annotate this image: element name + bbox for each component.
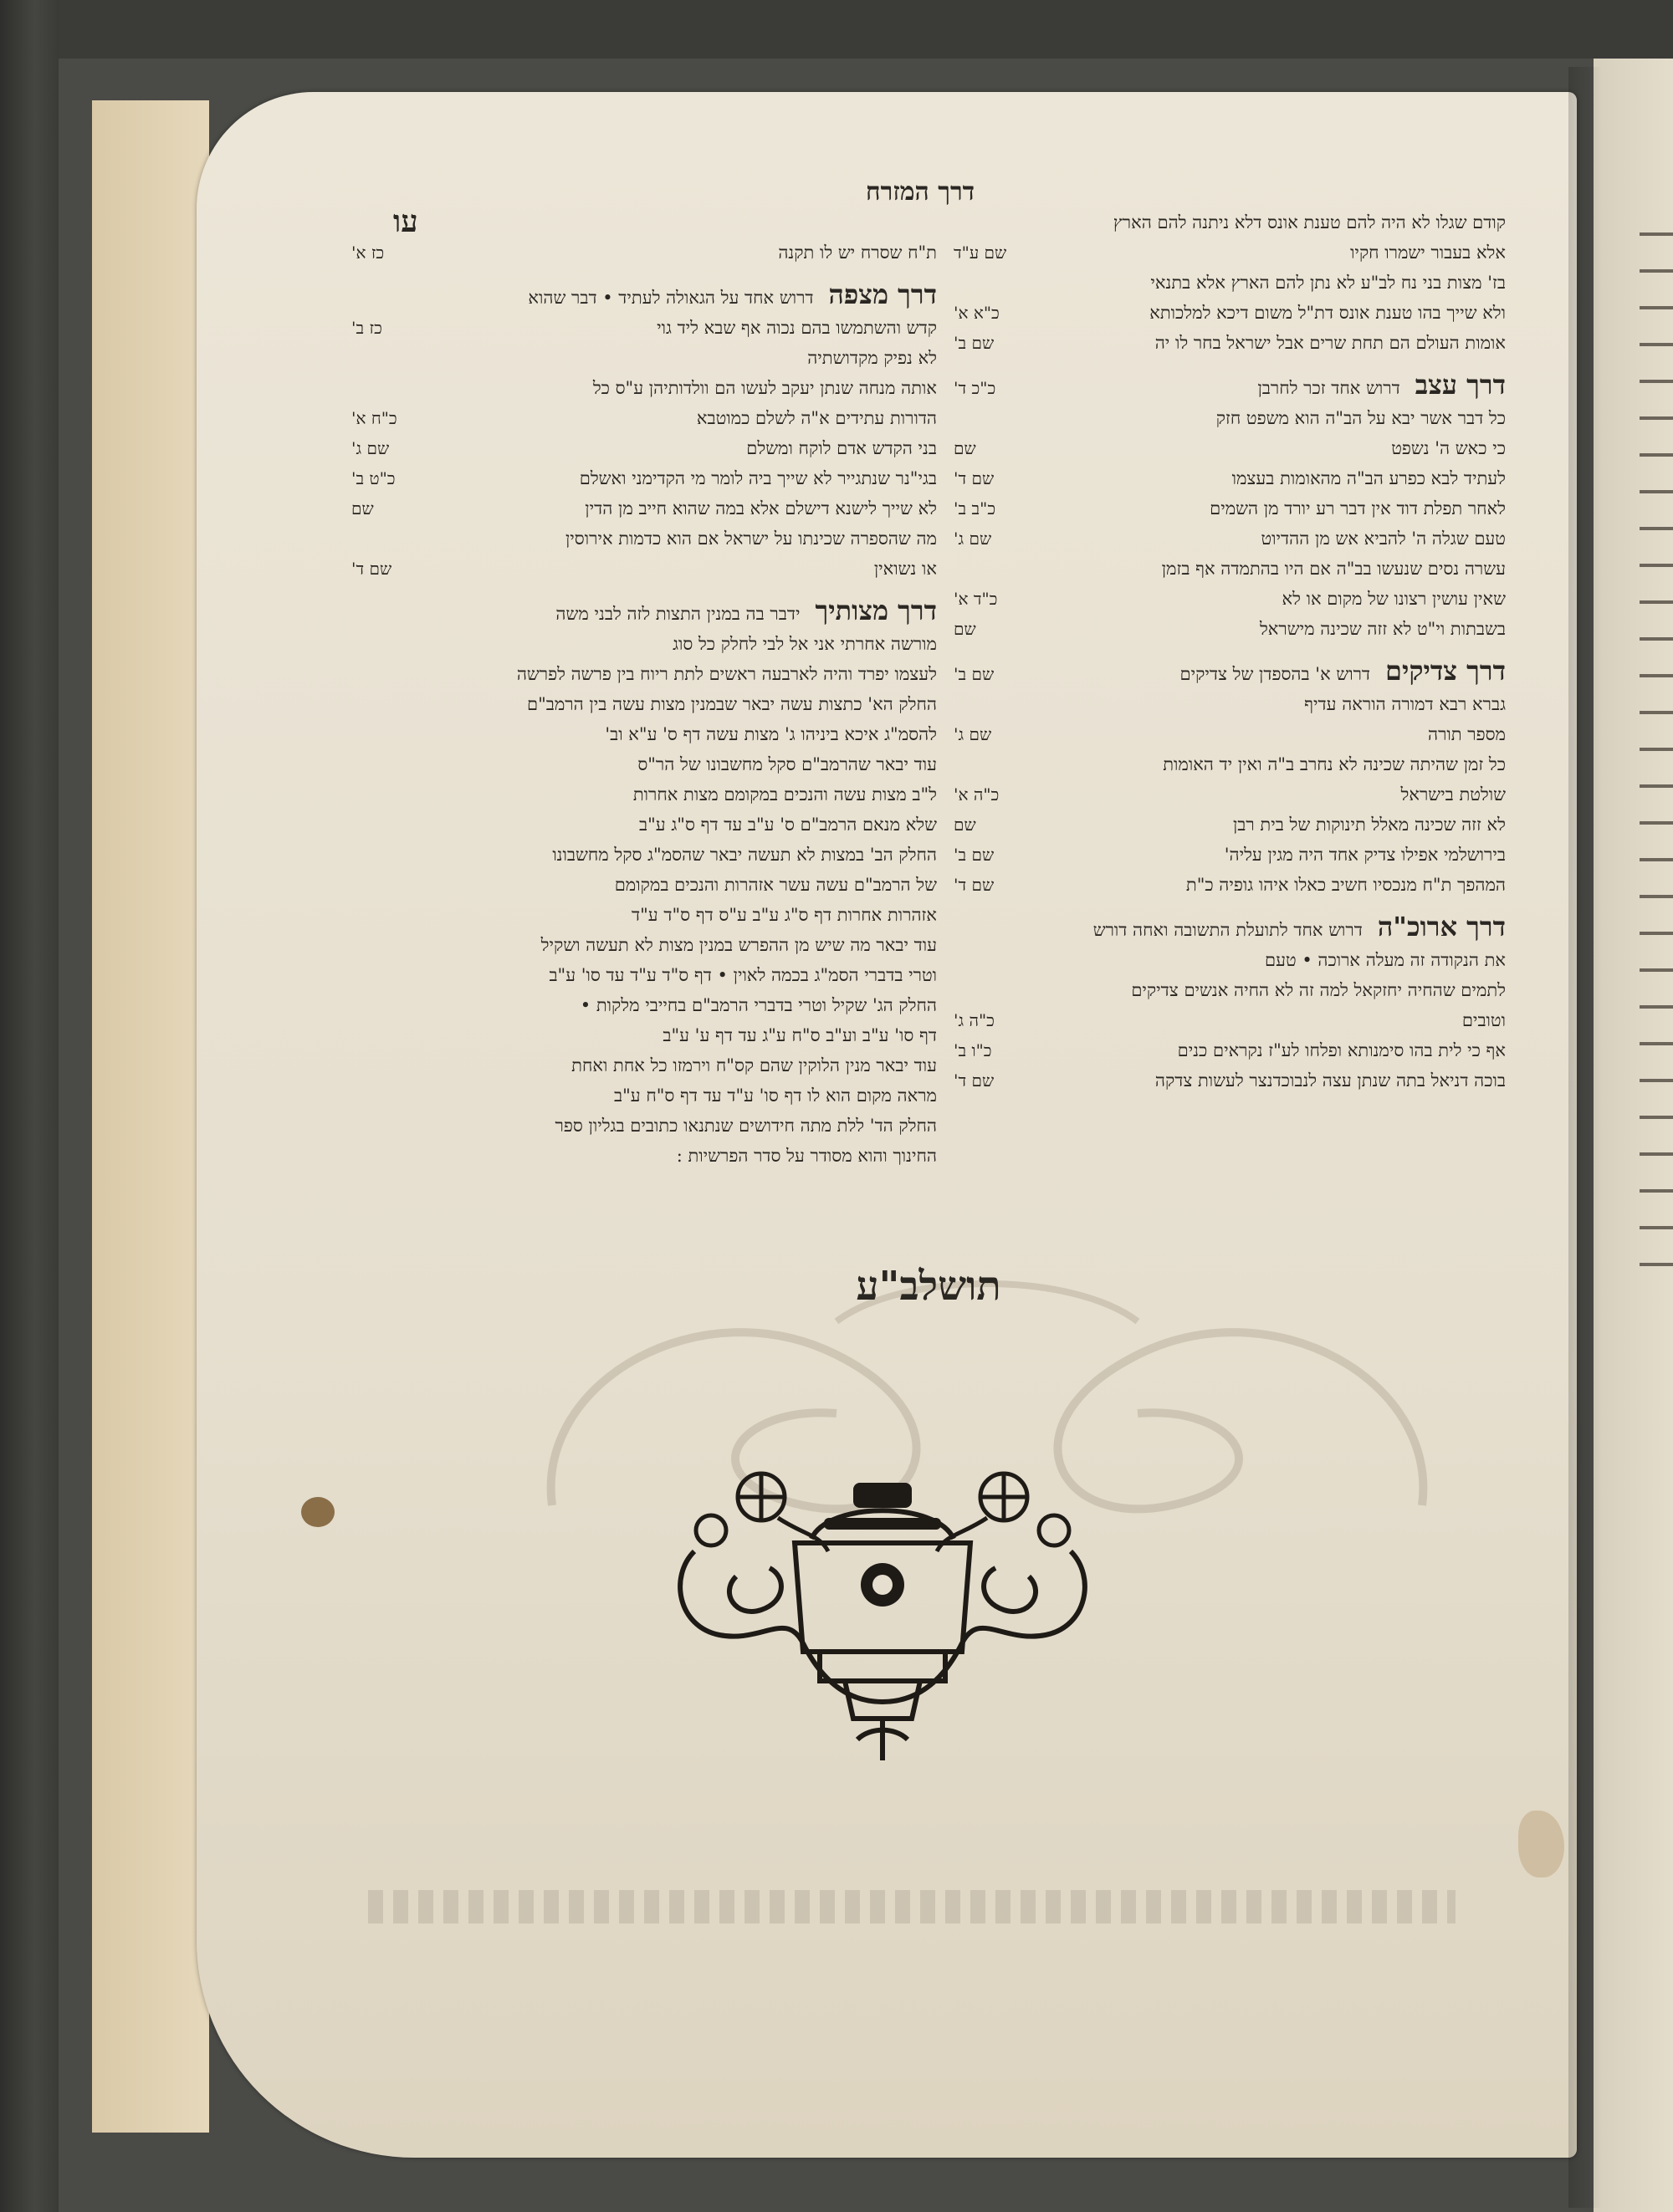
show-through-text [368,1890,1456,1923]
text-line [954,298,1506,328]
text-line [954,328,1506,358]
text-line [954,614,1506,644]
line-text: לתמים שהחיה יחזקאל למה זה לא החיה אנשים צדיקים [1131,980,1506,1000]
text-line [954,524,1506,554]
text-line [351,870,937,900]
page-reference: כ"ד א' [954,589,998,609]
text-line [954,840,1506,870]
page-reference: שם [954,438,976,458]
page-reference: כז א' [351,243,385,263]
section-title: דרך מצותיך [815,595,937,626]
text-line [351,659,937,689]
line-text: כי כאש ה' נשפט [1391,438,1506,458]
section-title: דרך עצב [1415,369,1506,401]
text-line [351,990,937,1020]
text-line [351,1080,937,1111]
page-reference: כ"א א' [954,303,1000,323]
line-text: בז' מצות בני נח לב"ע לא נתן להם הארץ אלא בתנאי [1150,273,1506,293]
text-line [351,554,937,584]
text-line [954,1065,1506,1096]
page-reference: כ"ו ב' [954,1040,992,1060]
text-line [954,433,1506,463]
text-line [954,779,1506,810]
page-reference: שם ד' [954,1070,995,1091]
page-reference: כ"כ ד' [954,378,996,398]
left-column [351,238,937,1171]
section-title: דרך מצפה [828,278,937,310]
section-subtitle: דרוש א' בהספדן של צדיקים [1179,664,1370,684]
page-reference: שם ד' [351,559,392,579]
text-line [351,810,937,840]
line-text: קודם שגלו לא היה להם טענת אונס דלא ניתנה להם הארץ [1113,212,1506,232]
text-line [954,870,1506,900]
line-text: קדש והשתמשו בהם נכוה אף שבא ליד גוי [657,318,937,338]
text-line [351,1050,937,1080]
page-reference: שם ד' [954,468,995,488]
gutter-shadow [1568,67,1602,2208]
line-text: אלא בעבור ישמרו חקיו [1350,243,1506,263]
page-reference: שם ב' [954,333,995,353]
page-reference: שם [351,498,374,519]
line-text: החלק הא' כתצות עשה יבאר שבמנין מצות עשה בין הרמב"ם [526,694,937,714]
page-reference: שם [954,619,976,639]
line-text: של הרמב"ם עשה עשר אזהרות והנכים במקומם [614,875,937,895]
section-title: דרך צדיקים [1385,655,1506,687]
line-text: בירושלמי אפילו צדיק אחד היה מגין עליה' [1224,845,1506,865]
line-text: דף סו' ע"ב וע"ב ס"ח ע"ג עד דף ע' ע"ב [663,1025,937,1045]
ink-stain [301,1497,335,1527]
text-line [351,238,937,268]
text-line [954,749,1506,779]
line-text: עוד יבאר מה שיש מן ההפרש במנין מצות לא תעשה ושקיל [540,935,937,955]
line-text: החינוך והוא מסודר על סדר הפרשיות : [676,1146,937,1166]
right-column [954,207,1506,1096]
text-line [351,463,937,493]
page-reference: שם ב' [954,845,995,865]
line-text: או נשואין [873,559,937,579]
line-text: שלא מנאם הרמב"ם ס' ע"ב עד דף ס"ג ע"ב [639,815,937,835]
facing-page-edge [1594,59,1673,2212]
text-line [954,689,1506,719]
text-line [954,584,1506,614]
text-line [351,343,937,373]
text-line [351,1141,937,1171]
line-text: לאחר תפלת דוד אין דבר רע יורד מן השמים [1210,498,1506,519]
text-line [351,403,937,433]
text-line [351,524,937,554]
line-text: המהפך ת"ח מנכסיו חשיב כאלו איהו גופיה כ"ת [1185,875,1506,895]
running-head: דרך המזרח [865,177,975,207]
folio-number: עו [393,204,418,239]
text-line [351,629,937,659]
text-line [954,207,1506,238]
section-subtitle: דרוש אחד לתועלת התשובה ואחה דורש [1092,920,1363,940]
line-text: ל"ב מצות עשה והנכים במקומם מצות אחרות [632,784,937,805]
text-line [351,719,937,749]
text-line [351,373,937,403]
text-line [351,960,937,990]
text-line [954,493,1506,524]
line-text: הדורות עתידים א"ה לשלם כמוטבא [696,408,937,428]
page-reference: כ"ה ג' [954,1010,995,1030]
page-reference: שם ע"ד [954,243,1007,263]
text-line [954,719,1506,749]
text-line [351,930,937,960]
section-heading [954,656,1506,689]
line-text: עוד יבאר מנין הלוקין שהם קס"ח וירמזו כל אחת ואחת [571,1055,937,1075]
line-text: וטרי בדברי הסמ"ג בכמה לאוין • דף ס"ד ע"ד עד סו' ע"ב [549,965,937,985]
page-reference: שם ג' [351,438,390,458]
line-text: מראה מקום הוא לו דף סו' ע"ד עד דף ס"ח ע"ב [614,1086,937,1106]
text-line [954,1005,1506,1035]
line-text: כל דבר אשר יבא על הב"ה הוא משפט חזק [1215,408,1506,428]
text-line [351,689,937,719]
page-reference: כ"ב ב' [954,498,996,519]
section-heading [351,279,937,313]
section-heading [351,595,937,629]
line-text: בגי"נר שנתגייר לא שייך ביה לומר מי הקדימני ואשלם [579,468,937,488]
line-text: שולטת בישראל [1400,784,1506,805]
page-reference: כ"ה א' [954,784,1000,805]
text-line [351,1111,937,1141]
text-line [954,554,1506,584]
page-reference: כ"ח א' [351,408,397,428]
line-text: אומות העולם הם תחת שרים אבל ישראל בחר לו יה [1154,333,1506,353]
text-line [954,463,1506,493]
facing-page-text-edge [1640,209,1673,1296]
section-subtitle: דרוש אחד זכר לחרבן [1257,378,1400,398]
line-text: לעצמו יפרד והיה לארבעה ראשים לתת ריוח בין פרשה לפרשה [516,664,937,684]
line-text: החלק הד' ללת מתה חידושים שנתנאו כתובים בגליון ספר [555,1116,937,1136]
line-text: וטובים [1461,1010,1506,1030]
line-text: לא זזה שכינה מאלל תינוקות של בית רבן [1232,815,1506,835]
line-text: החלק הב' במצות לא תעשה יבאר שהסמ"ג סקל מחשבונו [552,845,937,865]
section-heading [954,370,1506,403]
line-text: בוכה דניאל בתה שנתן עצה לנבוכדנצר לעשות צדקה [1154,1070,1506,1091]
line-text: אזהרות אחרות דף ס"ג ע"ב ע"ס דף ס"ד ע"ד [632,905,937,925]
page-reference: כז ב' [351,318,382,338]
text-line [351,840,937,870]
line-text: לעתיד לבא כפרע הב"ה מהאומות בעצמו [1231,468,1506,488]
colophon: תושלב"ע [856,1263,1001,1310]
line-text: החלק הג' שקיל וטרי בדברי הרמב"ם בחייבי מלקות • [580,995,937,1015]
text-line [954,403,1506,433]
page-reference: שם [954,815,976,835]
line-text: עוד יבאר שהרמב"ם סקל מחשבונו של הר"ס [637,754,937,774]
line-text: מה שהספרה שכינתו על ישראל אם הוא כדמות אירוסין [565,529,937,549]
page-reference: שם ד' [954,875,995,895]
text-line [351,749,937,779]
line-text: אף כי לית בהו סימנותא ופלחו לע"ז נקראים כנים [1177,1040,1506,1060]
page-reference: שם ג' [954,529,992,549]
line-text: כל זמן שהיתה שכינה לא נחרב ב"ה ואין יד האומות [1163,754,1506,774]
section-title: דרך ארוכ"ה [1377,911,1506,943]
section-heading [954,912,1506,945]
text-line [954,1035,1506,1065]
book-spine [0,0,59,2212]
text-line [954,268,1506,298]
printer-ornament-icon [661,1451,1104,1769]
text-line [351,1020,937,1050]
line-text: בני הקדש אדם לוקח ומשלם [746,438,937,458]
line-text: מורשה אחרתי אני אל לבי לחלק כל סוג [673,634,937,654]
line-text: אותה מנחה שנתן יעקב לעשו הם וולדותיהן ע"ס כל [592,378,937,398]
text-line [351,493,937,524]
line-text: טעם שגלה ה' להביא אש מן ההדיוט [1261,529,1506,549]
line-text: ולא שייך בהו טענת אונס דת"ל משום דיכא למלכותא [1149,303,1506,323]
text-line [351,900,937,930]
page-reference: שם ב' [954,664,995,684]
line-text: מספר תורה [1428,724,1506,744]
page-reference: כ"ט ב' [351,468,396,488]
text-line [351,433,937,463]
text-line [954,945,1506,975]
text-line [351,313,937,343]
section-subtitle: ידבר בה במנין התצות לזה לבני משה [555,604,801,624]
line-text: שאין עושין רצונו של מקום או לא [1282,589,1506,609]
line-text: את הנקודה זה מעלה ארוכה • טעם [1264,950,1506,970]
line-text: לא נפיק מקדושתיה [807,348,937,368]
text-line [954,238,1506,268]
text-line [954,975,1506,1005]
line-text: עשרה נסים שנעשו בב"ה אם היו בהתמדה אף בזמן [1161,559,1506,579]
page-reference: שם ג' [954,724,992,744]
line-text: ת"ח שסרח יש לו תקנה [778,243,937,263]
line-text: גברא רבא דמורה הוראה עדיף [1304,694,1506,714]
flyleaf-edge [92,100,209,2133]
line-text: לא שייך לישנא דישלם אלא במה שהוא חייב מן הדין [585,498,937,519]
line-text: להסמ"ג איכא ביניהו ג' מצות עשה דף ס' ע"א וב' [605,724,937,744]
section-subtitle: דרוש אחד על הגאולה לעתיד • דבר שהוא [528,288,814,308]
text-line [351,779,937,810]
line-text: בשבתות וי"ט לא זזה שכינה מישראל [1259,619,1506,639]
text-line [954,810,1506,840]
